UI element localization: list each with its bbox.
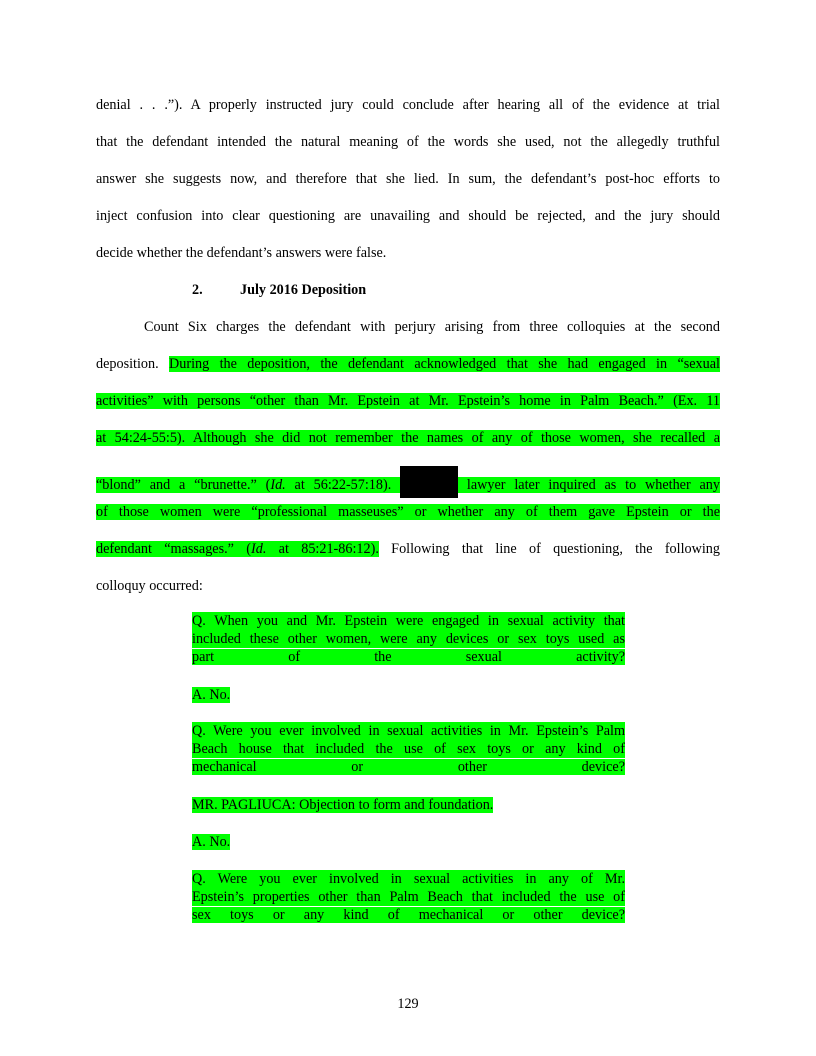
quote-line: MR. PAGLIUCA: Objection to form and foundation. [192, 797, 494, 813]
colloquy-question [192, 612, 625, 666]
quote-line: Q. When you and Mr. Epstein were engaged in sexual activity that [192, 613, 625, 629]
body-line [96, 540, 720, 559]
highlighted-text: defendant “massages.” ( [96, 541, 251, 557]
body-line: answer she suggests now, and therefore that she lied. In sum, the defendant’s post-hoc efforts to [96, 171, 720, 187]
quote-line: Beach house that included the use of sex toys or any kind of [192, 741, 625, 757]
highlighted-text: at 54:24-55:5). Although she did not remember the names of any of those women, she recalled a [96, 430, 720, 446]
quote-line: Epstein’s properties other than Palm Beach that included the use of [192, 889, 625, 905]
quote-line: mechanical or other device? [192, 759, 625, 775]
colloquy-objection [192, 796, 625, 814]
body-line: colloquy occurred: [96, 578, 203, 594]
colloquy-answer [192, 833, 625, 851]
quote-line: sex toys or any kind of mechanical or other device? [192, 907, 625, 923]
colloquy-question [192, 870, 625, 924]
highlighted-text: lawyer later inquired as to whether any [458, 477, 720, 493]
highlighted-text: activities” with persons “other than Mr. Epstein at Mr. Epstein’s home in Palm Beach.” (Ex. 11 [96, 393, 720, 409]
body-line [96, 355, 720, 374]
body-line: inject confusion into clear questioning are unavailing and should be rejected, and the jury should [96, 208, 720, 224]
colloquy-answer [192, 686, 625, 704]
section-heading: July 2016 Deposition [240, 282, 367, 298]
body-line [96, 466, 720, 498]
body-line [96, 503, 720, 522]
quote-line: Q. Were you ever involved in sexual activities in any of Mr. [192, 871, 625, 887]
plain-text: Following that line of questioning, the following [378, 541, 720, 557]
plain-text: deposition. [96, 356, 170, 372]
citation-id: Id. [270, 477, 286, 493]
redaction-box [400, 466, 458, 498]
body-line: Count Six charges the defendant with perjury arising from three colloquies at the second [144, 319, 720, 335]
quote-line: A. No. [192, 687, 231, 703]
highlighted-text: of those women were “professional masseuses” or whether any of them gave Epstein or the [96, 504, 720, 520]
quote-line: part of the sexual activity? [192, 649, 625, 665]
highlighted-text: “blond” and a “brunette.” ( [96, 477, 271, 493]
highlighted-text: at 56:22-57:18). [285, 477, 401, 493]
body-line: decide whether the defendant’s answers were false. [96, 245, 387, 261]
body-line: that the defendant intended the natural meaning of the words she used, not the allegedly truthful [96, 134, 720, 150]
body-line [96, 392, 720, 411]
quote-line: Q. Were you ever involved in sexual activities in Mr. Epstein’s Palm [192, 723, 625, 739]
quote-line: included these other women, were any devices or sex toys used as [192, 631, 625, 647]
section-number: 2. [192, 282, 203, 298]
highlighted-text: at 85:21-86:12). [266, 541, 379, 557]
citation-id: Id. [251, 541, 267, 557]
quote-line: A. No. [192, 834, 231, 850]
highlighted-text: During the deposition, the defendant acknowledged that she had engaged in “sexual [169, 356, 720, 372]
page-number: 129 [397, 996, 419, 1012]
body-line [96, 429, 720, 448]
body-line: denial . . .”). A properly instructed jury could conclude after hearing all of the evidence at trial [96, 97, 720, 113]
colloquy-question [192, 722, 625, 776]
